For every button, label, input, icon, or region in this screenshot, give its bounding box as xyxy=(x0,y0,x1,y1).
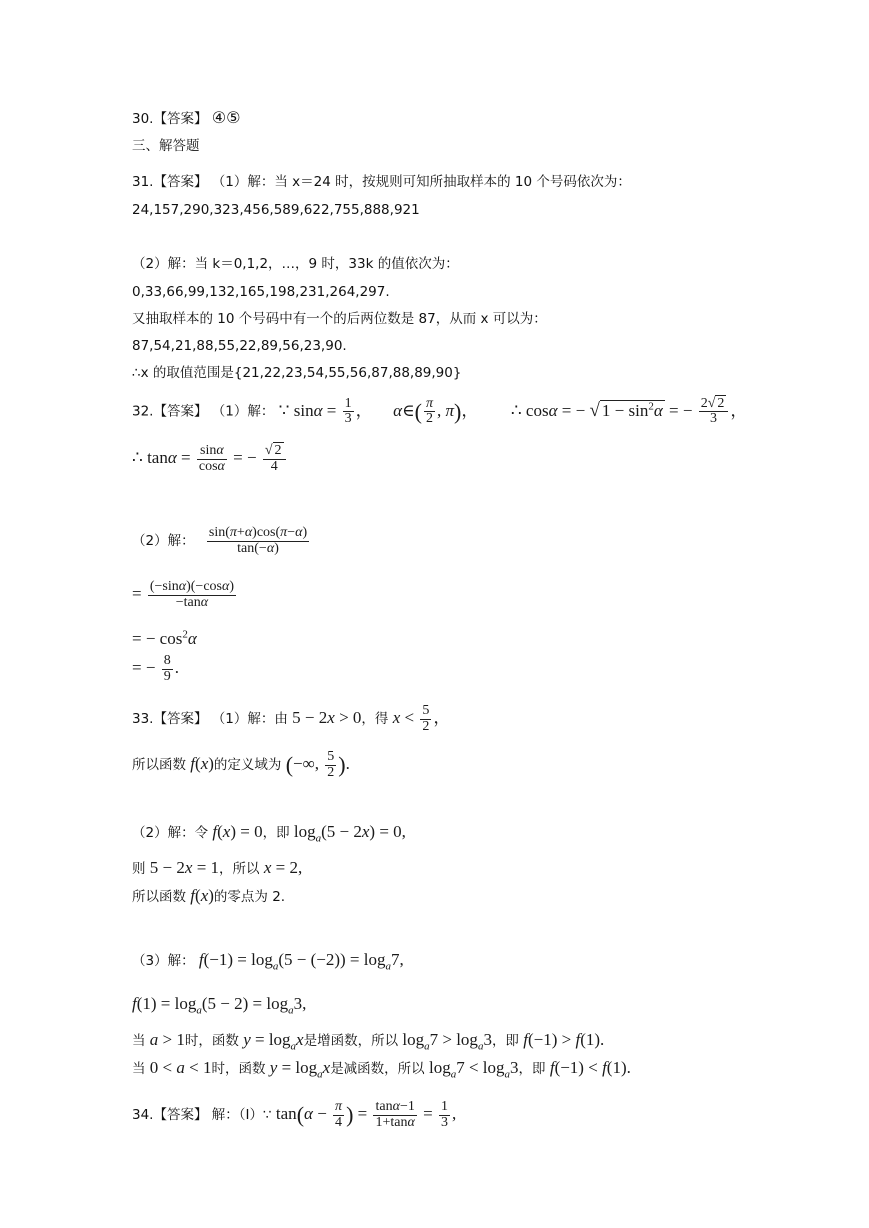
q31-p2-seq2: 87,54,21,88,55,22,89,56,23,90. xyxy=(132,338,347,354)
q32-step3: = − $\frac{8}{9}$ . xyxy=(132,653,179,684)
q33-case2-mid: 时，函数 xyxy=(211,1061,266,1077)
q32-p2: （2）解： xyxy=(132,533,195,550)
q31-p2-intro: （2）解：当 k＝0,1,2，…，9 时，33k 的值依次为： xyxy=(132,256,459,272)
q30-value: ④⑤ xyxy=(211,108,241,127)
q34-label: 34.【答案】 xyxy=(132,1107,208,1124)
section-heading: 三、解答题 xyxy=(132,138,200,154)
q33-case2-dang: 当 xyxy=(132,1061,146,1077)
q32-label: 32.【答案】 xyxy=(132,403,208,420)
q32-part2: （2）解： $\frac{\sin(\pi+\alpha)\cos(\pi-\alpha)}{\tan(-\alpha)}$ xyxy=(132,525,308,556)
q31-part1 xyxy=(132,172,631,192)
q33-zero: 所以函数 f(x)的零点为 2. xyxy=(132,886,286,905)
q33-case2-ji: ，即 xyxy=(518,1061,546,1077)
q33-case2-dec: 是减函数，所以 xyxy=(330,1061,425,1077)
q33-zero-pre: 所以函数 xyxy=(132,889,186,905)
q33-p2-step: 则 5 − 2x = 1，所以 x = 2, xyxy=(132,858,303,877)
q32-part1 xyxy=(132,396,747,427)
q33-label: 33.【答案】 xyxy=(132,711,208,728)
q33-domain-mid: 的定义域为 xyxy=(213,757,282,774)
q32-step1: = $\frac{(-\sin\alpha)(-\cos\alpha)}{-\tan\alpha}$ xyxy=(132,579,235,610)
q33-suoyi: ，所以 xyxy=(219,861,260,877)
q31-p2-seq: 0,33,66,99,132,165,198,231,264,297. xyxy=(132,284,390,300)
q33-p1: （1）解：由 xyxy=(211,711,288,728)
q33-case2: 当 0 < a < 1时，函数 $y = \log_ax$是减函数，所以 $\log_a7 < \log_a3$，即 f(−1) < f(1). xyxy=(132,1058,631,1081)
q33-zero-mid: 的零点为 2. xyxy=(213,889,286,905)
q33-p3: （3）解： xyxy=(132,953,195,969)
q32-tan-result: ∴ tanα = $\frac{\sin\alpha}{\cos\alpha}$ = − $\frac{√ 2}{4}$ xyxy=(132,444,288,474)
q32-p1: （1）解： xyxy=(211,403,275,420)
q33-p3-f1: $f(1) = \log_a(5 - 2) = \log_a3$, xyxy=(132,994,307,1017)
q33-part3: （3）解： $f(-1) = \log_a(5 - (-2)) = \log_a7$, xyxy=(132,950,404,973)
q33-case1-mid: 时，函数 xyxy=(184,1033,239,1049)
q33-ji: ，即 xyxy=(262,825,290,841)
q31-p2-result: ∴x 的取值范围是{21,22,23,54,55,56,87,88,89,90} xyxy=(132,365,462,381)
q33-domain-pre: 所以函数 xyxy=(132,757,186,774)
q33-p2: （2）解：令 xyxy=(132,825,209,841)
q33-de: ，得 xyxy=(361,711,389,728)
q33-case1: 当 a > 1时，函数 $y = \log_ax$是增函数，所以 $\log_a7 > \log_a3$，即 f(−1) > f(1). xyxy=(132,1030,605,1053)
q33-case1-dang: 当 xyxy=(132,1033,146,1049)
q32-sin-given: ∵ sinα = $\frac{1}{3}$ ， α∈( $\frac{\pi}{2}$ , π)， ∴ cosα = − √ $1 - \sin^2\alpha$ = − $\frac{2√ 2}{3}$ ， xyxy=(278,395,748,427)
q33-ze: 则 xyxy=(132,861,146,877)
q33-part1: 33.【答案】 （1）解：由 5 − 2x > 0，得 x < $\frac{5}{2}$ ， xyxy=(132,703,451,734)
q33-case1-ji: ，即 xyxy=(491,1033,519,1049)
q34-part1: 34.【答案】 解：（Ⅰ）∵ tan(α − $\frac{\pi}{4}$ ) = $\frac{\tan\alpha-1}{1+\tan\alpha}$ = $\frac{1}{3}$ , xyxy=(132,1099,457,1130)
q32-step2: = − $\cos^2\alpha$ xyxy=(132,628,197,648)
q31-p2-text: 又抽取样本的 10 个号码中有一个的后两位数是 87，从而 x 可以为： xyxy=(132,311,547,327)
q30-label: 30.【答案】 xyxy=(132,111,208,127)
q30-answer xyxy=(132,108,240,129)
q34-p1: 解：（Ⅰ）∵ xyxy=(211,1107,272,1124)
q31-p1-intro: （1）解：当 x＝24 时，按规则可知所抽取样本的 10 个号码依次为： xyxy=(211,174,631,190)
q33-domain: 所以函数 f(x)的定义域为 (−∞, $\frac{5}{2}$ ). xyxy=(132,749,350,780)
q33-case1-inc: 是增函数，所以 xyxy=(303,1033,399,1049)
q31-p1-seq: 24,157,290,323,456,589,622,755,888,921 xyxy=(132,202,420,218)
q33-part2: （2）解：令 f(x) = 0，即 $\log_a(5 - 2x) = 0$, xyxy=(132,822,406,845)
q31-label: 31.【答案】 xyxy=(132,174,208,190)
